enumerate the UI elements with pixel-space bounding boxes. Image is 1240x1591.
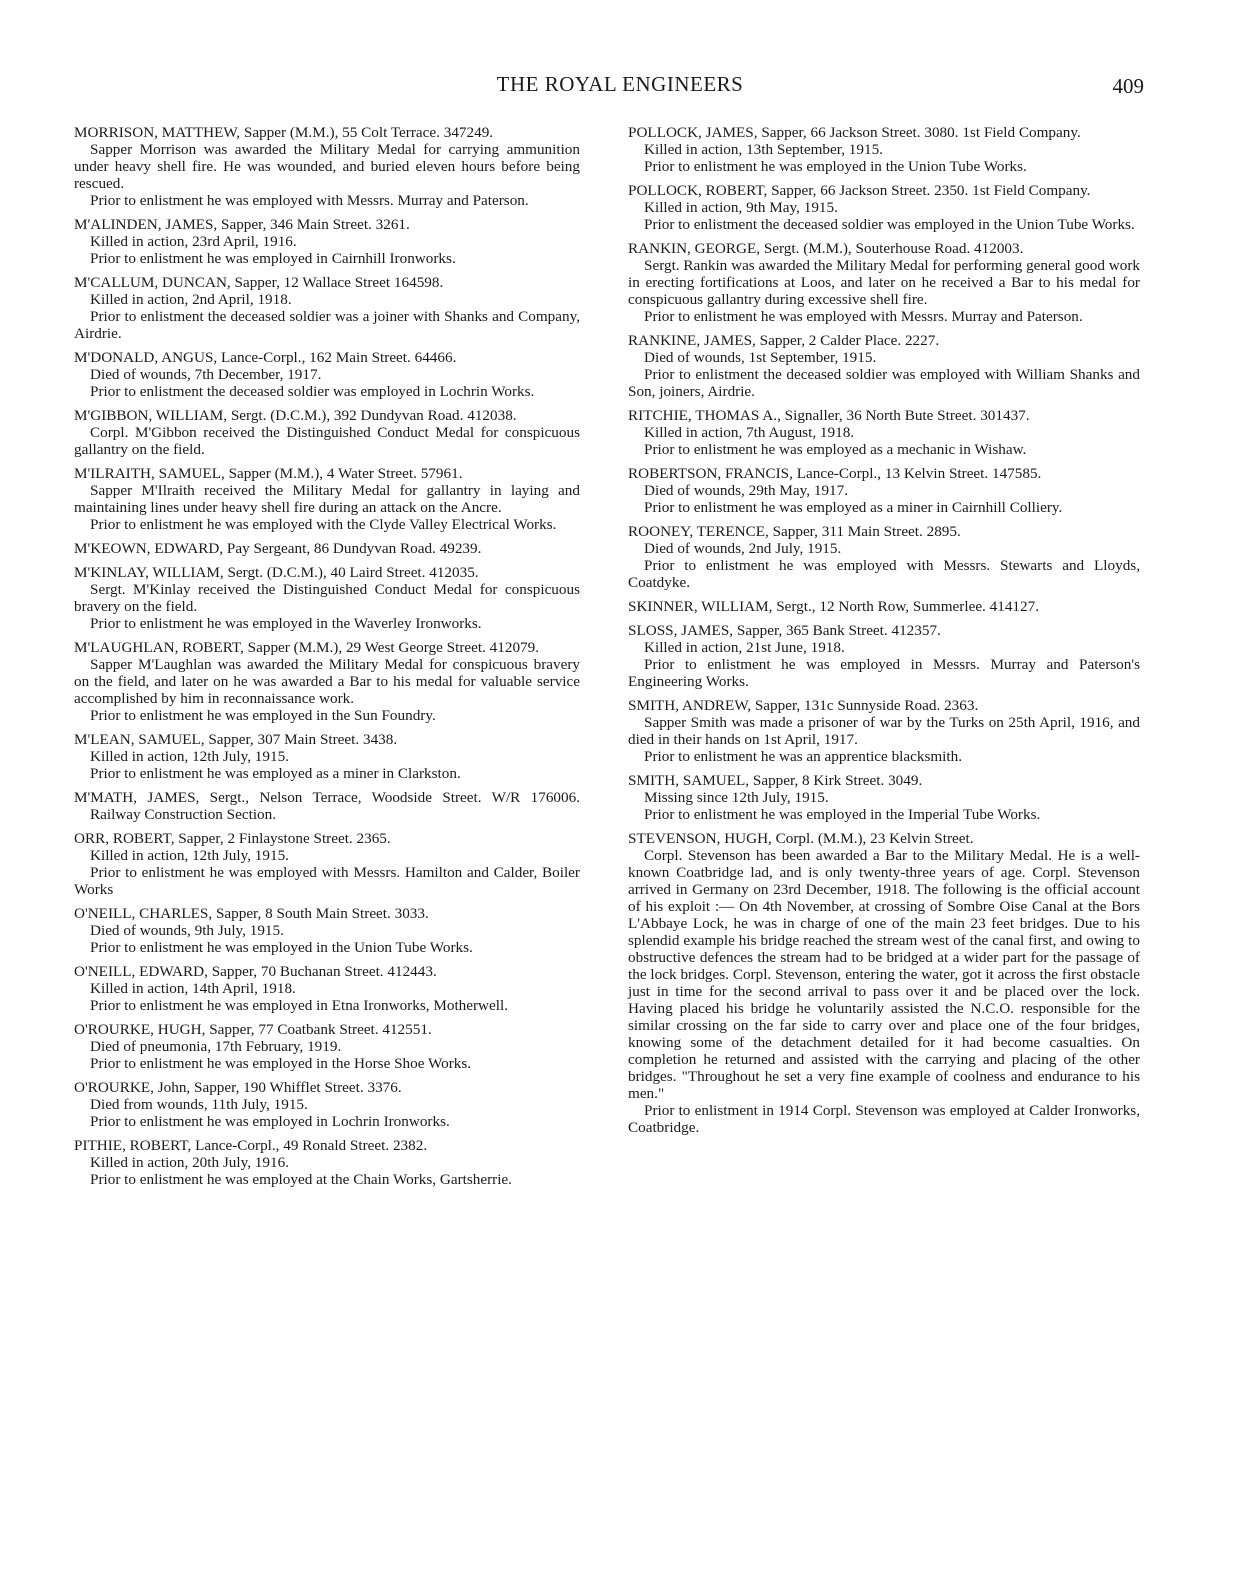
entry-heading: M'KEOWN, EDWARD, Pay Sergeant, 86 Dundyvan Road. 49239. xyxy=(74,540,482,557)
entry-paragraph: Killed in action, 20th July, 1916. xyxy=(90,1154,289,1171)
roll-entry xyxy=(628,772,1140,823)
entry-paragraph: Missing since 12th July, 1915. xyxy=(644,789,829,806)
entry-paragraph: Prior to enlistment in 1914 Corpl. Stevenson was employed at Calder Ironworks, Coatbridge. xyxy=(628,1102,1140,1136)
entry-heading: ROBERTSON, FRANCIS, Lance-Corpl., 13 Kelvin Street. 147585. xyxy=(628,465,1042,482)
entry-paragraph: Prior to enlistment the deceased soldier was employed in the Union Tube Works. xyxy=(644,216,1135,233)
entry-heading: M'DONALD, ANGUS, Lance-Corpl., 162 Main Street. 64466. xyxy=(74,349,457,366)
entry-heading: SKINNER, WILLIAM, Sergt., 12 North Row, Summerlee. 414127. xyxy=(628,598,1040,615)
entry-paragraph: Prior to enlistment he was an apprentice blacksmith. xyxy=(644,748,963,765)
entry-paragraph: Prior to enlistment he was employed in the Sun Foundry. xyxy=(90,707,436,724)
entry-paragraph: Died of wounds, 29th May, 1917. xyxy=(644,482,849,499)
roll-entry xyxy=(628,465,1140,516)
entry-paragraph: Killed in action, 13th September, 1915. xyxy=(644,141,883,158)
roll-entry xyxy=(74,1021,580,1072)
roll-entry xyxy=(628,332,1140,400)
roll-entry xyxy=(74,905,580,956)
entry-paragraph: Died from wounds, 11th July, 1915. xyxy=(90,1096,308,1113)
roll-entry xyxy=(74,407,580,458)
roll-entry xyxy=(628,240,1140,325)
entry-paragraph: Prior to enlistment he was employed in Cairnhill Ironworks. xyxy=(90,250,456,267)
entry-heading: M'ILRAITH, SAMUEL, Sapper (M.M.), 4 Water Street. 57961. xyxy=(74,465,463,482)
roll-entry xyxy=(628,598,1140,615)
entry-paragraph: Prior to enlistment he was employed in Etna Ironworks, Motherwell. xyxy=(90,997,508,1014)
entry-heading: MORRISON, MATTHEW, Sapper (M.M.), 55 Colt Terrace. 347249. xyxy=(74,124,494,141)
entry-paragraph: Prior to enlistment he was employed in the Imperial Tube Works. xyxy=(644,806,1041,823)
entry-heading: O'NEILL, CHARLES, Sapper, 8 South Main Street. 3033. xyxy=(74,905,429,922)
entry-paragraph: Prior to enlistment he was employed with Messrs. Hamilton and Calder, Boiler Works xyxy=(74,864,580,898)
entry-paragraph: Prior to enlistment he was employed in the Horse Shoe Works. xyxy=(90,1055,472,1072)
entry-paragraph: Prior to enlistment he was employed in the Waverley Ironworks. xyxy=(90,615,482,632)
entry-heading: RANKINE, JAMES, Sapper, 2 Calder Place. 2227. xyxy=(628,332,940,349)
roll-entry xyxy=(74,1137,580,1188)
running-title: THE ROYAL ENGINEERS xyxy=(496,72,744,96)
roll-entry xyxy=(74,963,580,1014)
roll-entry xyxy=(74,540,580,557)
entry-heading: M'LAUGHLAN, ROBERT, Sapper (M.M.), 29 West George Street. 412079. xyxy=(74,639,540,656)
entry-heading: M'GIBBON, WILLIAM, Sergt. (D.C.M.), 392 Dundyvan Road. 412038. xyxy=(74,407,517,424)
entry-paragraph: Died of wounds, 1st September, 1915. xyxy=(644,349,877,366)
entry-paragraph: Corpl. M'Gibbon received the Distinguished Conduct Medal for conspicuous gallantry on the field. xyxy=(74,424,580,458)
entry-paragraph: Killed in action, 14th April, 1918. xyxy=(90,980,296,997)
entry-heading: SMITH, ANDREW, Sapper, 131c Sunnyside Road. 2363. xyxy=(628,697,979,714)
entry-paragraph: Killed in action, 2nd April, 1918. xyxy=(90,291,292,308)
entry-paragraph: Died of wounds, 9th July, 1915. xyxy=(90,922,284,939)
entry-paragraph: Sergt. Rankin was awarded the Military Medal for performing general good work in erecting fortifications at Loos, and later on he received a Bar to his medal for conspicuous gallantry during excessive shell fire. xyxy=(628,257,1140,308)
entry-heading: M'KINLAY, WILLIAM, Sergt. (D.C.M.), 40 Laird Street. 412035. xyxy=(74,564,479,581)
entry-heading: M'ALINDEN, JAMES, Sapper, 346 Main Street. 3261. xyxy=(74,216,410,233)
entry-heading: PITHIE, ROBERT, Lance-Corpl., 49 Ronald Street. 2382. xyxy=(74,1137,428,1154)
entry-heading: O'ROURKE, HUGH, Sapper, 77 Coatbank Street. 412551. xyxy=(74,1021,432,1038)
entry-heading: M'CALLUM, DUNCAN, Sapper, 12 Wallace Street 164598. xyxy=(74,274,444,291)
entry-paragraph: Died of wounds, 2nd July, 1915. xyxy=(644,540,842,557)
roll-entry xyxy=(74,274,580,342)
entry-paragraph: Prior to enlistment he was employed in Lochrin Ironworks. xyxy=(90,1113,450,1130)
entry-paragraph: Prior to enlistment he was employed with the Clyde Valley Electrical Works. xyxy=(90,516,557,533)
entry-heading: O'ROURKE, John, Sapper, 190 Whifflet Street. 3376. xyxy=(74,1079,402,1096)
roll-entry xyxy=(628,830,1140,1136)
roll-entry xyxy=(74,564,580,632)
entry-paragraph: Sapper M'Ilraith received the Military Medal for gallantry in laying and maintaining lines under heavy shell fire during an attack on the Ancre. xyxy=(74,482,580,516)
entry-paragraph: Prior to enlistment he was employed with Messrs. Stewarts and Lloyds, Coatdyke. xyxy=(628,557,1140,591)
roll-entry xyxy=(74,830,580,898)
entry-paragraph: Died of pneumonia, 17th February, 1919. xyxy=(90,1038,342,1055)
roll-entry xyxy=(74,216,580,267)
entry-heading: SMITH, SAMUEL, Sapper, 8 Kirk Street. 3049. xyxy=(628,772,923,789)
entry-paragraph: Killed in action, 21st June, 1918. xyxy=(644,639,845,656)
entry-heading: O'NEILL, EDWARD, Sapper, 70 Buchanan Street. 412443. xyxy=(74,963,437,980)
roll-entry xyxy=(74,1079,580,1130)
entry-heading: SLOSS, JAMES, Sapper, 365 Bank Street. 412357. xyxy=(628,622,941,639)
entry-paragraph: Killed in action, 7th August, 1918. xyxy=(644,424,855,441)
entry-heading: ORR, ROBERT, Sapper, 2 Finlaystone Street. 2365. xyxy=(74,830,391,847)
entry-paragraph: Sapper Smith was made a prisoner of war by the Turks on 25th April, 1916, and died in their hands on 1st April, 1917. xyxy=(628,714,1140,748)
entry-paragraph: Prior to enlistment he was employed as a miner in Clarkston. xyxy=(90,765,461,782)
entry-paragraph: Sergt. M'Kinlay received the Distinguished Conduct Medal for conspicuous bravery on the field. xyxy=(74,581,580,615)
entry-paragraph: Killed in action, 12th July, 1915. xyxy=(90,847,289,864)
roll-entry xyxy=(74,789,580,823)
entry-heading: POLLOCK, ROBERT, Sapper, 66 Jackson Street. 2350. 1st Field Company. xyxy=(628,182,1091,199)
entry-paragraph: Prior to enlistment he was employed in the Union Tube Works. xyxy=(644,158,1027,175)
roll-entry xyxy=(628,407,1140,458)
roll-entry xyxy=(628,697,1140,765)
roll-entry xyxy=(74,731,580,782)
page-number: 409 xyxy=(1112,74,1144,98)
roll-entry xyxy=(628,622,1140,690)
entry-paragraph: Prior to enlistment he was employed with Messrs. Murray and Paterson. xyxy=(644,308,1083,325)
entry-paragraph: Killed in action, 12th July, 1915. xyxy=(90,748,289,765)
entry-paragraph: Prior to enlistment he was employed as a miner in Cairnhill Colliery. xyxy=(644,499,1063,516)
entry-paragraph: Died of wounds, 7th December, 1917. xyxy=(90,366,322,383)
roll-entry xyxy=(628,182,1140,233)
entry-paragraph: Prior to enlistment the deceased soldier was a joiner with Shanks and Company, Airdrie. xyxy=(74,308,580,342)
right-column xyxy=(628,124,1140,1143)
entry-heading: M'MATH, JAMES, Sergt., Nelson Terrace, Woodside Street. W/R 176006. Railway Construction Section. xyxy=(74,789,580,823)
entry-paragraph: Prior to enlistment the deceased soldier was employed with William Shanks and Son, joiners, Airdrie. xyxy=(628,366,1140,400)
entry-paragraph: Killed in action, 9th May, 1915. xyxy=(644,199,838,216)
entry-heading: M'LEAN, SAMUEL, Sapper, 307 Main Street. 3438. xyxy=(74,731,398,748)
entry-heading: POLLOCK, JAMES, Sapper, 66 Jackson Street. 3080. 1st Field Company. xyxy=(628,124,1081,141)
entry-paragraph: Prior to enlistment he was employed in the Union Tube Works. xyxy=(90,939,473,956)
entry-paragraph: Prior to enlistment he was employed as a mechanic in Wishaw. xyxy=(644,441,1027,458)
roll-entry xyxy=(628,523,1140,591)
roll-entry xyxy=(74,465,580,533)
entry-paragraph: Sapper Morrison was awarded the Military Medal for carrying ammunition under heavy shell fire. He was wounded, and buried eleven hours before being rescued. xyxy=(74,141,580,192)
entry-paragraph: Prior to enlistment he was employed with Messrs. Murray and Paterson. xyxy=(90,192,529,209)
entry-paragraph: Sapper M'Laughlan was awarded the Military Medal for conspicuous bravery on the field, and later on he was awarded a Bar to his medal for valuable service accomplished by him in reconnaissance work. xyxy=(74,656,580,707)
entry-paragraph: Prior to enlistment the deceased soldier was employed in Lochrin Works. xyxy=(90,383,535,400)
entry-paragraph: Killed in action, 23rd April, 1916. xyxy=(90,233,297,250)
roll-entry xyxy=(74,124,580,209)
entry-heading: ROONEY, TERENCE, Sapper, 311 Main Street. 2895. xyxy=(628,523,961,540)
entry-heading: STEVENSON, HUGH, Corpl. (M.M.), 23 Kelvin Street. xyxy=(628,830,974,847)
roll-entry xyxy=(74,639,580,724)
roll-entry xyxy=(74,349,580,400)
entry-heading: RANKIN, GEORGE, Sergt. (M.M.), Souterhouse Road. 412003. xyxy=(628,240,1024,257)
roll-entry xyxy=(628,124,1140,175)
left-column xyxy=(74,124,580,1195)
entry-paragraph: Prior to enlistment he was employed at the Chain Works, Gartsherrie. xyxy=(90,1171,512,1188)
entry-paragraph: Corpl. Stevenson has been awarded a Bar to the Military Medal. He is a well-known Coatbridge lad, and is only twenty-three years of age. Corpl. Stevenson arrived in Germany on 23rd December, 1918. The following is the official account of his exploit :— On 4th November, at crossing of Sombre Oise Canal at the Bors L'Abbaye Lock, he was in charge of one of the main 23 feet bridges. Due to his splendid example his bridge reached the stream west of the canal first, and owing to obstructive defences the stream had to be bridged at a wider part for the passage of the lock bridges. Corpl. Stevenson, entering the water, got it across the first obstacle just in time for the second arrival to pass over it and be placed over the lock. Having placed his bridge he voluntarily assisted the N.C.O. responsible for the similar crossing on the far side to carry over and place one of the four bridges, knowing some of the detachment detailed for it had become casualties. On completion he returned and assisted with the carrying and placing of the other bridges. "Throughout he set a very fine example of coolness and endurance to his men." xyxy=(628,847,1140,1102)
entry-heading: RITCHIE, THOMAS A., Signaller, 36 North Bute Street. 301437. xyxy=(628,407,1030,424)
entry-paragraph: Prior to enlistment he was employed in Messrs. Murray and Paterson's Engineering Works. xyxy=(628,656,1140,690)
